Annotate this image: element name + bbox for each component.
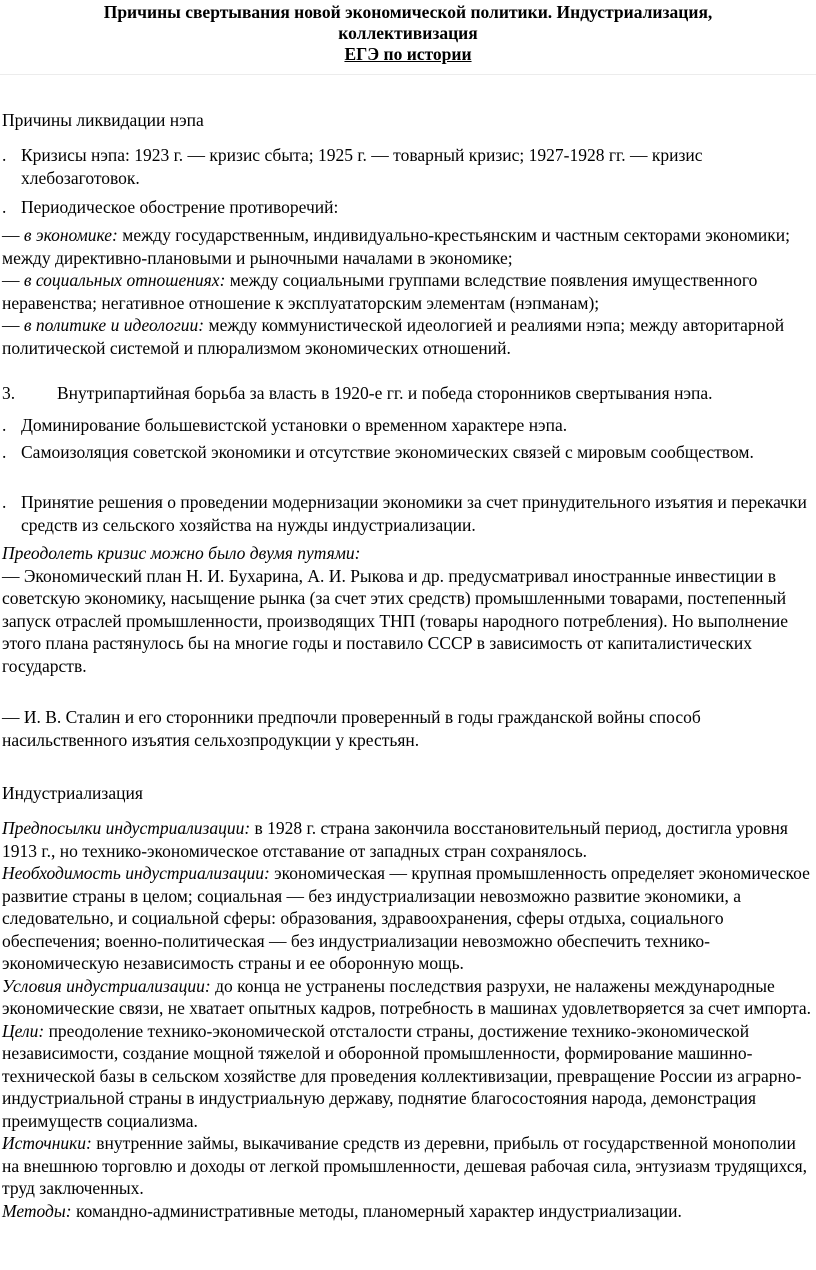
list-item-text: Внутрипартийная борьба за власть в 1920-е гг. и победа сторонников свертывания нэпа. [57, 383, 713, 403]
paragraph-label: Источники: [2, 1133, 92, 1153]
list-item [2, 382, 812, 405]
list-marker: 3. [2, 383, 16, 403]
contradiction-social: — в социальных отношениях: между социальными группами вследствие появления имущественного неравенства; негативное отношение к эксплуататорским элементам (нэпманам); [2, 270, 758, 313]
contradictions-block [2, 224, 812, 359]
section-heading-nep: Причины ликвидации нэпа [2, 110, 204, 130]
contradiction-label: в социальных отношениях: [23, 270, 226, 290]
list-item [2, 491, 812, 536]
list-item [2, 414, 812, 437]
list-item [2, 196, 812, 219]
list-marker: . [2, 415, 7, 435]
list-marker: . [2, 145, 7, 165]
industrialization-block [2, 817, 812, 1222]
list-item-text: Самоизоляция советской экономики и отсутствие экономических связей с мировым сообществом. [21, 442, 754, 462]
contradiction-economy: — в экономике: между государственным, индивидуально-крестьянским и частным секторами экономики; между директивно-плановыми и рыночными началами в экономике; [2, 225, 791, 268]
prerequisites-paragraph: Предпосылки индустриализации: в 1928 г. страна закончила восстановительный период, достигла уровня 1913 г., но технико-экономическое отставание от западных стран сохранялось. [2, 818, 788, 861]
document-header [0, 0, 816, 65]
contradiction-label: в экономике: [23, 225, 118, 245]
goals-paragraph: Цели: преодоление технико-экономической отсталости страны, достижение технико-экономической независимости, создание мощной тяжелой и оборонной промышленности, формирование машинно-технической базы в сельском хозяйстве для проведения коллективизации, превращение России из аграрно-индустриальной страны в индустриальную державу, поднятие благосостояния народа, демонстрация преимуществ социализма. [2, 1020, 802, 1131]
paragraph-label: Методы: [2, 1200, 72, 1221]
contradiction-politics: — в политике и идеологии: между коммунистической идеологией и реалиями нэпа; между авторитарной политической системой и плюрализмом экономических отношений. [2, 315, 785, 358]
header-divider [0, 74, 816, 75]
list-item-text: Доминирование большевистской установки о временном характере нэпа. [21, 415, 568, 435]
methods-paragraph: Методы: командно-административные методы, планомерный характер индустриализации. [2, 1200, 682, 1221]
ways-block [2, 542, 812, 677]
title-line-1: Причины свертывания новой экономической политики. Индустриализация, [103, 2, 713, 22]
list-marker: . [2, 197, 7, 217]
paragraph-label: Цели: [2, 1020, 45, 1041]
list-marker: . [2, 492, 7, 512]
necessity-paragraph: Необходимость индустриализации: экономическая — крупная промышленность определяет экономическое развитие страны в целом; социальная — без индустриализации невозможно развитие экономики, а следовательно, и социальной сферы: образования, здравоохранения, сферы отдыха, социального обеспечения; военно-политическая — без индустриализации невозможно обеспечить технико-экономическую независимость страны и ее оборонную мощь. [2, 863, 810, 973]
paragraph-label: Условия индустриализации: [2, 975, 211, 996]
paragraph-label: Предпосылки индустриализации: [2, 818, 251, 838]
list-item [2, 144, 812, 189]
list-item-text: Кризисы нэпа: 1923 г. — кризис сбыта; 1925 г. — товарный кризис; 1927-1928 гг. — кризис хлебозаготовок. [21, 145, 703, 188]
list-item-text: Периодическое обострение противоречий: [21, 197, 339, 217]
title-line-2: коллективизация [338, 23, 478, 43]
contradiction-label: в политике и идеологии: [23, 315, 205, 335]
list-item-text: Принятие решения о проведении модернизации экономики за счет принудительного изъятия и перекачки средств из сельского хозяйства на нужды индустриализации. [21, 492, 807, 535]
ways-heading: Преодолеть кризис можно было двумя путями: [2, 543, 361, 563]
way-1-paragraph: — Экономический план Н. И. Бухарина, А. И. Рыкова и др. предусматривал иностранные инвестиции в советскую экономику, насыщение рынка (за счет этих средств) промышленными товарами, постепенный запуск отраслей промышленности, производящих ТНП (товары народного потребления). Но выполнение этого плана растянулось бы на многие годы и поставило СССР в зависимость от капиталистических государств. [2, 565, 789, 676]
subtitle-link[interactable]: ЕГЭ по истории [344, 44, 472, 64]
paragraph-label: Необходимость индустриализации: [2, 863, 270, 883]
section-heading-industrialization: Индустриализация [2, 783, 143, 803]
list-marker: . [2, 442, 7, 462]
sources-paragraph: Источники: внутренние займы, выкачивание средств из деревни, прибыль от государственной монополии на внешнюю торговлю и доходы от легкой промышленности, дешевая рабочая сила, энтузиазм трудящихся, труд заключенных. [2, 1133, 808, 1198]
conditions-paragraph: Условия индустриализации: до конца не устранены последствия разрухи, не налажены международные экономические связи, не хватает опытных кадров, потребность в машинах удовлетворяется за счет импорта. [2, 975, 812, 1018]
way-2-paragraph: — И. В. Сталин и его сторонники предпочли проверенный в годы гражданской войны способ насильственного изъятия сельхозпродукции у крестьян. [2, 707, 701, 750]
list-item [2, 441, 812, 464]
